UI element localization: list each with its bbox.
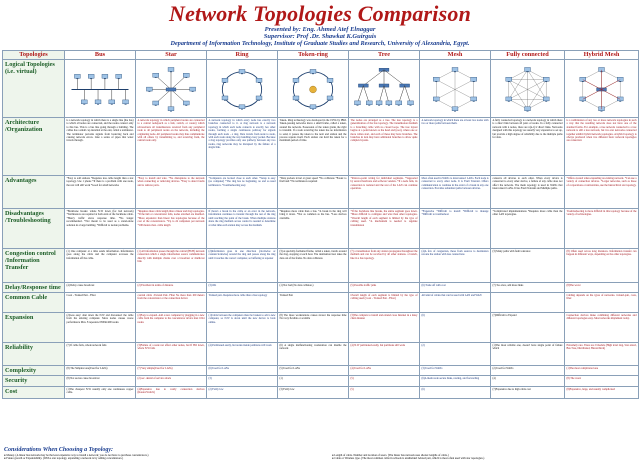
- computer-icon: [396, 101, 402, 106]
- computer-icon: [123, 100, 129, 105]
- table-cell: (3) Used for WANs: [420, 366, 491, 376]
- topology-diagram-bus: [65, 60, 136, 118]
- table-cell: (2) Fairly low: [207, 387, 278, 399]
- poster-title: Network Topologies Comparison: [168, 1, 472, 26]
- table-cell: Overall length of each segment is limited by the type of cabling used (Coax - Twisted Pair - Fiber): [349, 293, 420, 313]
- table-cell: Cabling depends on the types of networks. twisted-pair, coax, fiber: [565, 293, 639, 313]
- tree-diagram: [349, 60, 419, 117]
- row-label: Logical Topologies (i.e. virtual): [3, 60, 65, 118]
- table-cell: The nodes are arranged as a tree. The tree topology is a generalization of the bus topology. The transmission medium is a branching cable with no closed loops. The tree layout begins at a point known as the head end (root), where one or more cables start, and each of these may have branches. The branches in turn may have additional branches to allow quite complex layouts.: [349, 118, 420, 176]
- table-cell: (4)A few of congestion, these from sources to destination reroute the station with less connections: [420, 249, 491, 283]
- table-cell: Connection devices make combining different networks and different topologies easy. Most networks implement today.: [565, 313, 639, 343]
- table-row: [3, 209, 639, 249]
- computer-icon: [293, 96, 299, 101]
- table-cell: (8) The worst: [565, 376, 639, 387]
- table-cell: (6)A mesh node secure links, routing, and forwarding: [420, 376, 491, 387]
- table-cell: (3) Many paths with fault tolerance: [491, 249, 565, 283]
- column-header-tree: Tree: [349, 51, 420, 60]
- table-cell: (8) The Simplest one(Used for LANs): [65, 366, 136, 376]
- computer-icon: [256, 78, 262, 83]
- computer-icon: [617, 97, 623, 102]
- computer-icon: [310, 105, 316, 110]
- computer-icon: [109, 100, 115, 105]
- table-cell: (2) sec. denial of service attack: [136, 376, 207, 387]
- computer-icon: [183, 73, 189, 78]
- row-label: Complexity: [3, 366, 65, 376]
- table-cell: (8)The worst: [565, 283, 639, 293]
- table-cell: (7)Expensive due to high cable cost: [491, 387, 565, 399]
- table-cell: (1) Not bad (No data collision.): [278, 283, 349, 293]
- table-cell: (8) Often used across long distances. Information transfer can happen in different ways, depending on the other topologies.: [565, 249, 639, 283]
- computer-icon: [543, 77, 549, 82]
- table-cell: (1)Cable between the computers must be broken to add a new computer, so N.W is down until the new device is back online.: [207, 313, 278, 343]
- table-row: [3, 118, 639, 176]
- computer-icon: [408, 101, 414, 106]
- computer-icon: [376, 101, 382, 106]
- table-cell: (5) Possible traffic jams: [349, 283, 420, 293]
- considerations-footer: [2, 447, 638, 460]
- column-header-topologies: Topologies: [3, 51, 65, 60]
- table-cell: (2): [420, 343, 491, 366]
- table-row: [3, 249, 639, 283]
- poster-header: [0, 0, 640, 46]
- table-cell: (3) A specially-formatted frame, called a token, travels around the ring, stopping at each host. The destination host takes the data out of the frame. No data collisions: [278, 249, 349, 283]
- column-header-token-ring: Token-ring: [278, 51, 349, 60]
- table-cell: (6) A single malfunctioning workstation can disable the network: [278, 343, 349, 366]
- table-cell: (1): [278, 376, 349, 387]
- table-cell: (2) Excellent in terms of distance: [136, 283, 207, 293]
- table-cell: (1)The most complicated one: [565, 366, 639, 376]
- table-row: [3, 376, 639, 387]
- computer-icon: [146, 87, 152, 92]
- table-cell: Coax - Twisted Pair - Fiber: [65, 293, 136, 313]
- computer-icon: [293, 78, 299, 83]
- table-cell: (5) Used for LANs: [278, 366, 349, 376]
- table-cell: (2)Less easy: shut down the N.W and disconnect the cable from the existing computer. More nodes causes worse performance Max. 8 repeaters/2500m/400 nodes: [65, 313, 136, 343]
- computer-icon: [386, 101, 392, 106]
- computer-icon: [222, 96, 228, 101]
- table-row: [3, 387, 639, 399]
- table-cell: (1)The most reliable one, doesn't have single point of failure which: [491, 343, 565, 366]
- table-cell: *Easy to add stations *Requires less cable length than a star topology. Use 1 phone *If there is a problem with one node, the rest will still work *Good for small networks: [65, 176, 136, 209]
- row-label: Security: [3, 376, 65, 387]
- table-cell: (7) If cable fails, whole network fails: [65, 343, 136, 366]
- row-label: Delay/Response time: [3, 283, 65, 293]
- table-cell: coaxial cable -Twisted Pair- Fiber No more than 100 meters from the concentrator or the connection device: [136, 293, 207, 313]
- computer-icon: [88, 74, 94, 79]
- ring-diagram: [207, 60, 277, 117]
- row-label: Cost: [3, 387, 65, 399]
- table-cell: (7)Difficult to Expand: [491, 313, 565, 343]
- computer-icon: [102, 74, 108, 79]
- table-row: [3, 343, 639, 366]
- computer-icon: [471, 97, 477, 102]
- table-cell: *Offers created when expanding an existing network. *Can use a variety of connection devices. *Larger networks, such as those of corporations or universities, use the hierarchical star topology.: [565, 176, 639, 209]
- topology-diagram-token-ring: [278, 60, 349, 118]
- table-cell: (7) Very simple(Used for LANs): [136, 366, 207, 376]
- row-label: Reliability: [3, 343, 65, 366]
- row-label: Disadvantages /Troubleshooting: [3, 209, 65, 249]
- table-cell: (6): [420, 313, 491, 343]
- computer-icon: [580, 97, 586, 102]
- topology-diagram-ring: [207, 60, 278, 118]
- table-cell: (6): [420, 387, 491, 399]
- column-header-row: [3, 51, 639, 60]
- table-body: [3, 60, 639, 399]
- computer-icon: [74, 74, 80, 79]
- topology-diagram-fully-connected: [491, 60, 565, 118]
- computer-icon: [452, 67, 458, 72]
- table-cell: (3) OK: [207, 283, 278, 293]
- table-cell: *Point-to-point wiring for individual segments. *Supported by several hardware and software venders. *If a node fails, its connection is isolated and the rest of the LAN can continue operation.: [349, 176, 420, 209]
- table-cell: (1) One computer at a time sends information. Information goes along the cable and the computer accesses the information off the cable.: [65, 249, 136, 283]
- computer-icon: [256, 96, 262, 101]
- computer-icon: [153, 73, 159, 78]
- computer-icon: [310, 69, 316, 74]
- bus-diagram: [65, 60, 135, 117]
- table-cell: (4) Delay cause broadcast: [65, 283, 136, 293]
- table-cell: (4) Used for LANs: [349, 366, 420, 376]
- table-cell: (3)Failure of a node not affect other nodes, but If HO down, whole N.W fails: [136, 343, 207, 366]
- computer-icon: [543, 97, 549, 102]
- table-row: [3, 366, 639, 376]
- row-label: Expansion: [3, 313, 65, 343]
- computer-icon: [366, 101, 372, 106]
- row-label: Architecture /Organization: [3, 118, 65, 176]
- computer-icon: [506, 77, 512, 82]
- table-cell: is a combination of any two or more network topologies in such a way that the resulting network does not have one of the standard forms. For example, a tree network connected to a tree network is still a tree network, but two star networks connected together exhibit hybrid network topologies. A hybrid topology is always produced when two different basic network topologies are connected.: [565, 118, 639, 176]
- computer-icon: [471, 77, 477, 82]
- topology-diagram-hybrid-mesh: [565, 60, 639, 118]
- table-cell: Troubleshooting is more difficult in this topology because of the variety of technologies.: [565, 209, 639, 249]
- token-icon: [310, 86, 317, 93]
- table-cell: Twisted Pair: [278, 293, 349, 313]
- table-cell: (1)The cheapest N.W usually only one continuous copper cable.: [65, 387, 136, 399]
- fully-connected-diagram: [491, 60, 564, 117]
- row-label: Congestion control /Information Transfer: [3, 249, 65, 283]
- table-cell: All kind of cables that can be used with LAN and WAN: [420, 293, 491, 313]
- table-cell: *Computers are located close to each other. *Setup is easy (no computer) *The ring has no beginning, no end so need terminators. *troubleshooting easy: [207, 176, 278, 209]
- column-header-star: Star: [136, 51, 207, 60]
- table-cell: (4) Partitioned easily, but nodes inside partitions will work: [207, 343, 278, 366]
- table-cell: Extremely rare. There are 9 models (High level ring, Star-wired, Bus Tree, Distributed, Hierarchical): [565, 343, 639, 366]
- consideration-money: ● Money. (A linear bus network may be the least expensive way to install a network; you do not have to purchase concentrators.): [4, 453, 149, 457]
- table-cell: is a network topology in which there is a single line (the bus) to which all nodes are connected, and the nodes connect only to this bus. This is a bus line going through a building. The cables has a small cap installed at the end, called a terminator. The terminator prevents signals from bouncing back and causing network errors. Like a series of pipes that water travels through.: [65, 118, 136, 176]
- table-cell: *Requires more cable than a bus. *A break in the ring will bring it down. *Not as common as the bus. *Less devices available.: [278, 209, 349, 249]
- computer-icon: [95, 100, 101, 105]
- computer-icon: [433, 77, 439, 82]
- token-ring-diagram: [278, 60, 348, 117]
- table-cell: (5): [349, 376, 420, 387]
- table-cell: A fully connected topology is a network topology in which there is a direct link between all pairs of nodes. In a fully connected network with n nodes, there are n(n-1)/2 direct links. Networks designed with this topology are usually very expensive to set up, but provide a high degree of reliability due to the multiple paths for data.: [491, 118, 565, 176]
- table-cell: If there's a break in the cable or an error in the network, information continues to transfer through the rest of the ring until reaching the point of the break. When multiple stations share the ring medium access control is needed to determine at what time each station may access the medium.: [207, 209, 278, 249]
- computer-icon: [525, 107, 531, 112]
- table-cell: (2)Easy to expand. Add a new computer by plugging in a new cable from the computer to the concentrator device max 1024 nodes: [136, 313, 207, 343]
- consideration-cable-length: ● Length of cable. Number and location of users. (The linear bus network uses shorter lengths of cable.): [332, 453, 449, 457]
- computer-icon: [190, 87, 196, 92]
- mesh-diagram: [420, 60, 490, 117]
- computer-icon: [433, 97, 439, 102]
- topology-diagram-tree: [349, 60, 420, 118]
- column-header-ring: Ring: [207, 51, 278, 60]
- computer-icon: [452, 107, 458, 112]
- considerations-title: Considerations When Choosing a Topology:: [4, 447, 114, 453]
- consideration-cable-type: ● Cable or Wireless type. (The most common cable in schools is unshielded twisted pair, which is most often used with star topologies.): [332, 456, 485, 460]
- table-cell: Most often used in WANs to interconnect LANs. Each node is connected to every other node. It is Fault Tolerant. Offers communication to continue in the event of a break in any one connection. Provides redundant paths between devices.: [420, 176, 491, 209]
- computer-icon: [355, 101, 361, 106]
- computer-icon: [239, 69, 245, 74]
- presenter-line: Presented by: Eng. Ahmed Atef Elnaggar: [264, 26, 376, 33]
- table-cell: *Data packets travel at great speed *No collisions *Easier to find fault *No terminators required: [278, 176, 349, 209]
- table-cell: A network topology in which there are at least two nodes with two or more paths between them.: [420, 118, 491, 176]
- table-cell: (8) The more workstations causes slower the response time Not very flexible or scalable: [278, 313, 349, 343]
- table-cell: *Requires more cable length than a linear and ring topologies. *If the hub or concentrator fails, nodes attached are disabled. *More expensive than linear bus topologies because of the cost of the concentrators. *Up to 24 computers per network *100 meters max. cable length: [136, 209, 207, 249]
- table-cell: (4) N.W partitioned easily, but partitions still work: [349, 343, 420, 366]
- column-header-fully-connected: Fully connected: [491, 51, 565, 60]
- table-cell: (1) All information passes through the central (HUB) network connection which a single information source communicates directly with multiple clients over a broadcast or multicast link: [136, 249, 207, 283]
- table-cell: [491, 293, 565, 313]
- table-cell: (3): [207, 376, 278, 387]
- table-cell: (6) Used for LANs: [207, 366, 278, 376]
- table-cell: (8)Expensive, large, and usually complicated: [565, 387, 639, 399]
- computer-icon: [81, 100, 87, 105]
- table-cell: *Expensive *Difficult to install *Difficult to manage *Difficult to troubleshoot: [420, 209, 491, 249]
- row-label: Common Cable: [3, 293, 65, 313]
- star-diagram: [136, 60, 206, 117]
- computer-icon: [168, 107, 174, 112]
- table-cell: *Complicated implementations *Requires more cable than the other LAN topologies.: [491, 209, 565, 249]
- table-cell: *Backbone breaks: whole N.W down (for bad network) *Terminators are required at both ends of the backbone cable. *Heavy traffic slows response time. *No longer recommended. *Not meant to be used as a stand-alone solution in a large building. *Difficult to isolate problems.: [65, 209, 136, 249]
- computer-icon: [327, 96, 333, 101]
- consideration-growth: ● Future growth or Expandability. (With a star topology, expanding a network is by adding concentrators.): [4, 456, 124, 460]
- computer-icon: [153, 101, 159, 106]
- table-cell: *Easy to install and wire. *No disruptions to the network when connecting or removing devices. *Easy to detect faults and to remove parts.: [136, 176, 207, 209]
- computer-icon: [525, 67, 531, 72]
- computer-icon: [617, 77, 623, 82]
- topology-diagram-star: [136, 60, 207, 118]
- computer-icon: [506, 97, 512, 102]
- column-header-bus: Bus: [65, 51, 136, 60]
- hybrid-mesh-diagram: [565, 60, 638, 117]
- table-cell: (5): [349, 387, 420, 399]
- table-cell: Twisted pair- Requires more cable than a bus topology: [207, 293, 278, 313]
- topology-diagram-mesh: [420, 60, 491, 118]
- table-cell: (6) Trade off with cost: [420, 283, 491, 293]
- table-row: [3, 60, 639, 118]
- table-row: [3, 313, 639, 343]
- computer-icon: [222, 78, 228, 83]
- comparison-table: [2, 50, 639, 399]
- table-cell: (2) Used for WANs: [491, 366, 565, 376]
- table-cell: (3) Fairly low: [278, 387, 349, 399]
- table-cell: (4)Expensive due to costly connection devices (Router/Switch): [136, 387, 207, 399]
- supervisor-line: Supervisor: Prof .Dr. Shawkat K.Guirguis: [263, 33, 377, 40]
- table-cell: (7) Too slow, add more links: [491, 283, 565, 293]
- table-row: [3, 293, 639, 313]
- table-cell: Token- Ring technology was developed in the 1970s by IBM. Token-passing networks move a small frame, called a token, around the network. Possession of the token grants the right to transmit. If a node receiving the token has no information to send, it passes the token to the next end station and the process repeats itself. Each station can hold the token for a maximum period of time.: [278, 118, 349, 176]
- computer-icon: [239, 105, 245, 110]
- table-cell: connects all devices to each other. When every device is connected to every other device, a failure of any cable does not affect the network. The mesh topology is used in WANs that interconnect LANs. It has Fault Tolerant and Multiple paths.: [491, 176, 565, 209]
- row-label: Advantages: [3, 176, 65, 209]
- table-cell: (8) Not secure cause broadcast: [65, 376, 136, 387]
- computer-icon: [580, 77, 586, 82]
- table-cell: A network topology in which every node has exactly two branches connected to it. A ring network is a network topology in which each node connects to exactly two other nodes, forming a single continuous pathway for signals through each node - a ring. Data travels from node to node, with each node along the way handling every packet. Because a ring topology provides only one pathway between any two nodes, ring networks may be disrupted by the failure of a single link.: [207, 118, 278, 176]
- table-cell: (2)Information goes in one direction (clockwise or counterclockwise) around the ring and passes along the ring until it reaches the correct computer, so buffering at repeater: [207, 249, 278, 283]
- table-cell: A network topology in which peripheral nodes are connected to a central node(such as a hub, switch, or router) which rebroadcasts all transmissions received from any peripheral node to all peripheral nodes on the network, including the originating node. All peripheral nodes may thus communicate with all others by transmitting to, and receiving from, the central node only.: [136, 118, 207, 176]
- table-cell: (4): [491, 376, 565, 387]
- computer-icon: [327, 78, 333, 83]
- computer-icon: [183, 101, 189, 106]
- department-line: Department of Information Technology, Institute of Graduate Studies and Research, University of Alexandria, Egypt.: [170, 40, 470, 47]
- table-row: [3, 283, 639, 293]
- table-cell: *If the backbone line breaks, the entire segment goes down. *More difficult to configure and wire than other topologies. *Overall length of each segment is limited by the type of cabling used. *A mechanism is needed to regulate transmission: [349, 209, 420, 249]
- computer-icon: [116, 74, 122, 79]
- table-cell: (3)The complex to install and extend cross Internet in a daisy chain manner: [349, 313, 420, 343]
- computer-icon: [168, 67, 174, 72]
- column-header-hybrid-mesh: Hybrid Mesh: [565, 51, 639, 60]
- table-row: [3, 176, 639, 209]
- column-header-mesh: Mesh: [420, 51, 491, 60]
- hub-icon: [166, 88, 176, 91]
- table-cell: (7) a transmission from any station propagates throughout the medium and can be received by all other stations. a branch, like in a bus topology.: [349, 249, 420, 283]
